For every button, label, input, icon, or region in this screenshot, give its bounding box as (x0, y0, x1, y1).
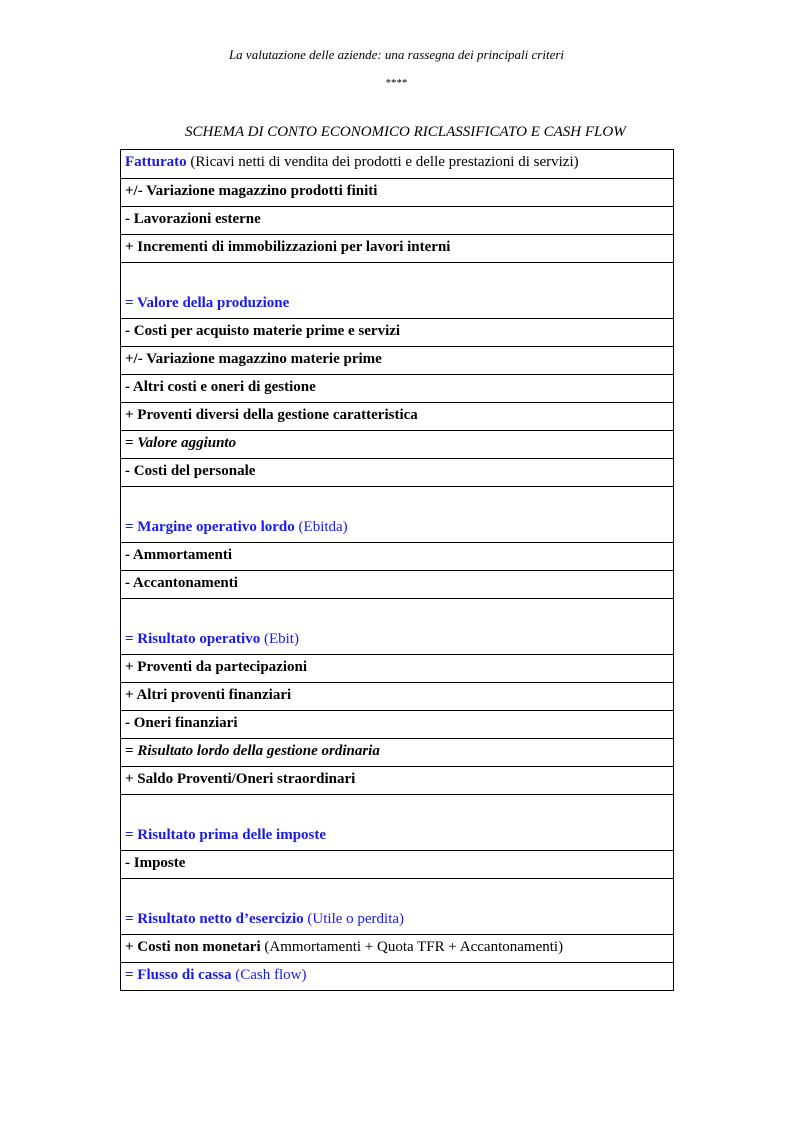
row-label: = Margine operativo lordo (125, 519, 295, 535)
row-note: (Ammortamenti + Quota TFR + Accantonamenti) (260, 939, 564, 955)
row-costi-personale (121, 458, 673, 486)
row-note: (Cash flow) (231, 967, 307, 983)
row-fatturato (121, 150, 673, 178)
row-imposte (121, 850, 673, 878)
income-statement-table (120, 149, 674, 991)
row-label: Risultato lordo della gestione ordinaria (137, 743, 380, 759)
row-label: + Proventi diversi della gestione caratteristica (125, 407, 418, 423)
row-saldo-straordinari (121, 766, 673, 794)
row-label: - Costi del personale (125, 463, 256, 479)
separator: **** (385, 77, 408, 89)
row-note: (Utile o perdita) (303, 911, 405, 927)
row-label: - Accantonamenti (125, 575, 238, 591)
row-label: - Costi per acquisto materie prime e servizi (125, 323, 401, 339)
row-var-mag-materie (121, 346, 673, 374)
row-label: = Valore della produzione (125, 295, 290, 311)
schema-title: SCHEMA DI CONTO ECONOMICO RICLASSIFICATO E CASH FLOW (185, 124, 626, 140)
row-note: (Ricavi netti di vendita dei prodotti e delle prestazioni di servizi) (186, 154, 579, 170)
row-costi-acquisto (121, 318, 673, 346)
row-valore-aggiunto (121, 430, 673, 458)
row-costi-non-monetari (121, 934, 673, 962)
row-label: +/- Variazione magazzino materie prime (125, 351, 382, 367)
row-risultato-ante-imposte (121, 794, 673, 850)
row-label: - Ammortamenti (125, 547, 233, 563)
row-altri-proventi-fin (121, 682, 673, 710)
row-prefix: = (125, 743, 138, 759)
row-proventi-partecipazioni (121, 654, 673, 682)
row-label: - Lavorazioni esterne (125, 211, 261, 227)
row-label: + Costi non monetari (125, 939, 261, 955)
row-label: - Oneri finanziari (125, 715, 238, 731)
running-header: La valutazione delle aziende: una rassegna dei principali criteri (228, 47, 565, 62)
row-label: = Risultato operativo (125, 631, 261, 647)
row-flusso-cassa (121, 962, 673, 990)
row-oneri-finanziari (121, 710, 673, 738)
row-risultato-netto (121, 878, 673, 934)
row-risultato-operativo (121, 598, 673, 654)
row-risultato-lordo-ord (121, 738, 673, 766)
row-valore-produzione (121, 262, 673, 318)
row-label: +/- Variazione magazzino prodotti finiti (125, 183, 378, 199)
row-label: + Altri proventi finanziari (125, 687, 292, 703)
row-label: - Imposte (125, 855, 186, 871)
row-proventi-diversi (121, 402, 673, 430)
row-mol (121, 486, 673, 542)
row-prefix: = (125, 435, 138, 451)
row-note: (Ebit) (260, 631, 299, 647)
row-label: + Incrementi di immobilizzazioni per lavori interni (125, 239, 451, 255)
row-label: = Flusso di cassa (125, 967, 232, 983)
row-label: = Risultato prima delle imposte (125, 827, 327, 843)
row-ammortamenti (121, 542, 673, 570)
row-label: - Altri costi e oneri di gestione (125, 379, 316, 395)
row-label: = Risultato netto d’esercizio (125, 911, 304, 927)
row-altri-costi (121, 374, 673, 402)
row-label: + Proventi da partecipazioni (125, 659, 308, 675)
row-label: Valore aggiunto (137, 435, 237, 451)
row-incrementi-immob (121, 234, 673, 262)
row-label: Fatturato (125, 154, 187, 170)
row-accantonamenti (121, 570, 673, 598)
row-lavorazioni-esterne (121, 206, 673, 234)
row-note: (Ebitda) (294, 519, 348, 535)
row-var-mag-prodotti (121, 178, 673, 206)
row-label: + Saldo Proventi/Oneri straordinari (125, 771, 356, 787)
